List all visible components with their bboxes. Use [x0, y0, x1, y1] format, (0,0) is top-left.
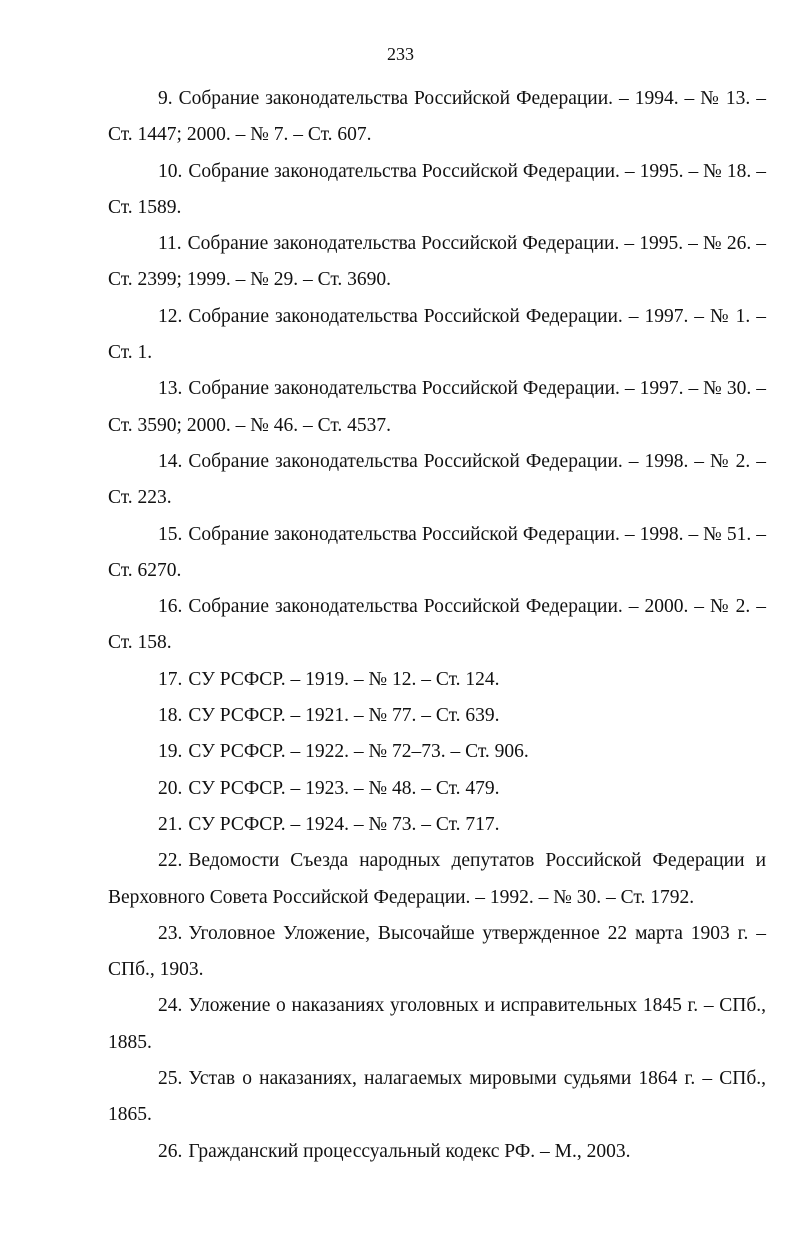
reference-entry [108, 81, 766, 154]
reference-text: Собрание законодательства Российской Федерации. – 1997. – № 1. – Ст. 1. [108, 305, 766, 364]
reference-entry [108, 444, 766, 517]
reference-text: Устав о наказаниях, налагаемых мировыми судьями 1864 г. – СПб., 1865. [108, 1068, 766, 1126]
reference-text: Гражданский процессуальный кодекс РФ. – М., 2003. [188, 1140, 631, 1162]
reference-text: СУ РСФСР. – 1919. – № 12. – Ст. 124. [188, 668, 500, 690]
reference-text: Собрание законодательства Российской Федерации. – 1998. – № 51. – Ст. 6270. [108, 523, 766, 581]
reference-text: СУ РСФСР. – 1923. – № 48. – Ст. 479. [188, 777, 500, 799]
reference-number: 24. [158, 995, 183, 1017]
reference-entry [108, 734, 766, 770]
reference-entry [108, 1134, 766, 1170]
reference-text: Собрание законодательства Российской Федерации. – 1995. – № 26. – Ст. 2399; 1999. – № 29. – Ст. 3690. [108, 233, 766, 291]
reference-entry [108, 771, 766, 807]
reference-number: 23. [158, 922, 183, 944]
reference-number: 20. [158, 777, 183, 799]
reference-number: 18. [158, 705, 183, 727]
reference-text: Собрание законодательства Российской Федерации. – 1998. – № 2. – Ст. 223. [108, 450, 766, 509]
reference-text: Собрание законодательства Российской Федерации. – 1995. – № 18. – Ст. 1589. [108, 160, 766, 218]
reference-number: 22. [158, 850, 183, 872]
reference-entry [108, 807, 766, 843]
reference-number: 25. [158, 1068, 183, 1090]
reference-number: 9. [158, 88, 173, 109]
page-number: 233 [387, 44, 414, 64]
reference-entry [108, 1061, 766, 1134]
reference-entry [108, 843, 766, 916]
reference-number: 10. [158, 160, 183, 182]
reference-number: 21. [158, 813, 183, 835]
reference-number: 14. [158, 450, 183, 472]
reference-number: 26. [158, 1140, 183, 1162]
reference-number: 19. [158, 741, 183, 763]
reference-number: 17. [158, 668, 183, 690]
reference-text: Собрание законодательства Российской Федерации. – 1997. – № 30. – Ст. 3590; 2000. – № 46. – Ст. 4537. [108, 378, 766, 436]
reference-number: 13. [158, 378, 183, 400]
reference-entry [108, 916, 766, 989]
reference-text: Ведомости Съезда народных депутатов Российской Федерации и Верховного Совета Российской Федерации. – 1992. – № 30. – Ст. 1792. [108, 850, 766, 908]
reference-entry [108, 988, 766, 1061]
reference-number: 12. [158, 305, 183, 327]
reference-text: СУ РСФСР. – 1922. – № 72–73. – Ст. 906. [188, 741, 529, 763]
reference-entry [108, 517, 766, 590]
reference-entry [108, 662, 766, 698]
reference-text: Собрание законодательства Российской Федерации. – 1994. – № 13. – Ст. 1447; 2000. – № 7. – Ст. 607. [108, 88, 766, 146]
reference-number: 11. [158, 233, 182, 255]
reference-text: СУ РСФСР. – 1924. – № 73. – Ст. 717. [188, 813, 500, 835]
reference-text: Собрание законодательства Российской Федерации. – 2000. – № 2. – Ст. 158. [108, 596, 766, 654]
reference-text: Уголовное Уложение, Высочайше утвержденное 22 марта 1903 г. – СПб., 1903. [108, 922, 766, 981]
reference-list [108, 81, 766, 1170]
reference-entry [108, 371, 766, 444]
reference-number: 15. [158, 523, 183, 545]
reference-entry [108, 299, 766, 372]
reference-text: СУ РСФСР. – 1921. – № 77. – Ст. 639. [188, 705, 500, 727]
reference-entry [108, 226, 766, 299]
reference-entry [108, 698, 766, 734]
reference-number: 16. [158, 596, 183, 618]
reference-entry [108, 154, 766, 227]
reference-text: Уложение о наказаниях уголовных и исправительных 1845 г. – СПб., 1885. [108, 995, 766, 1053]
reference-entry [108, 589, 766, 662]
